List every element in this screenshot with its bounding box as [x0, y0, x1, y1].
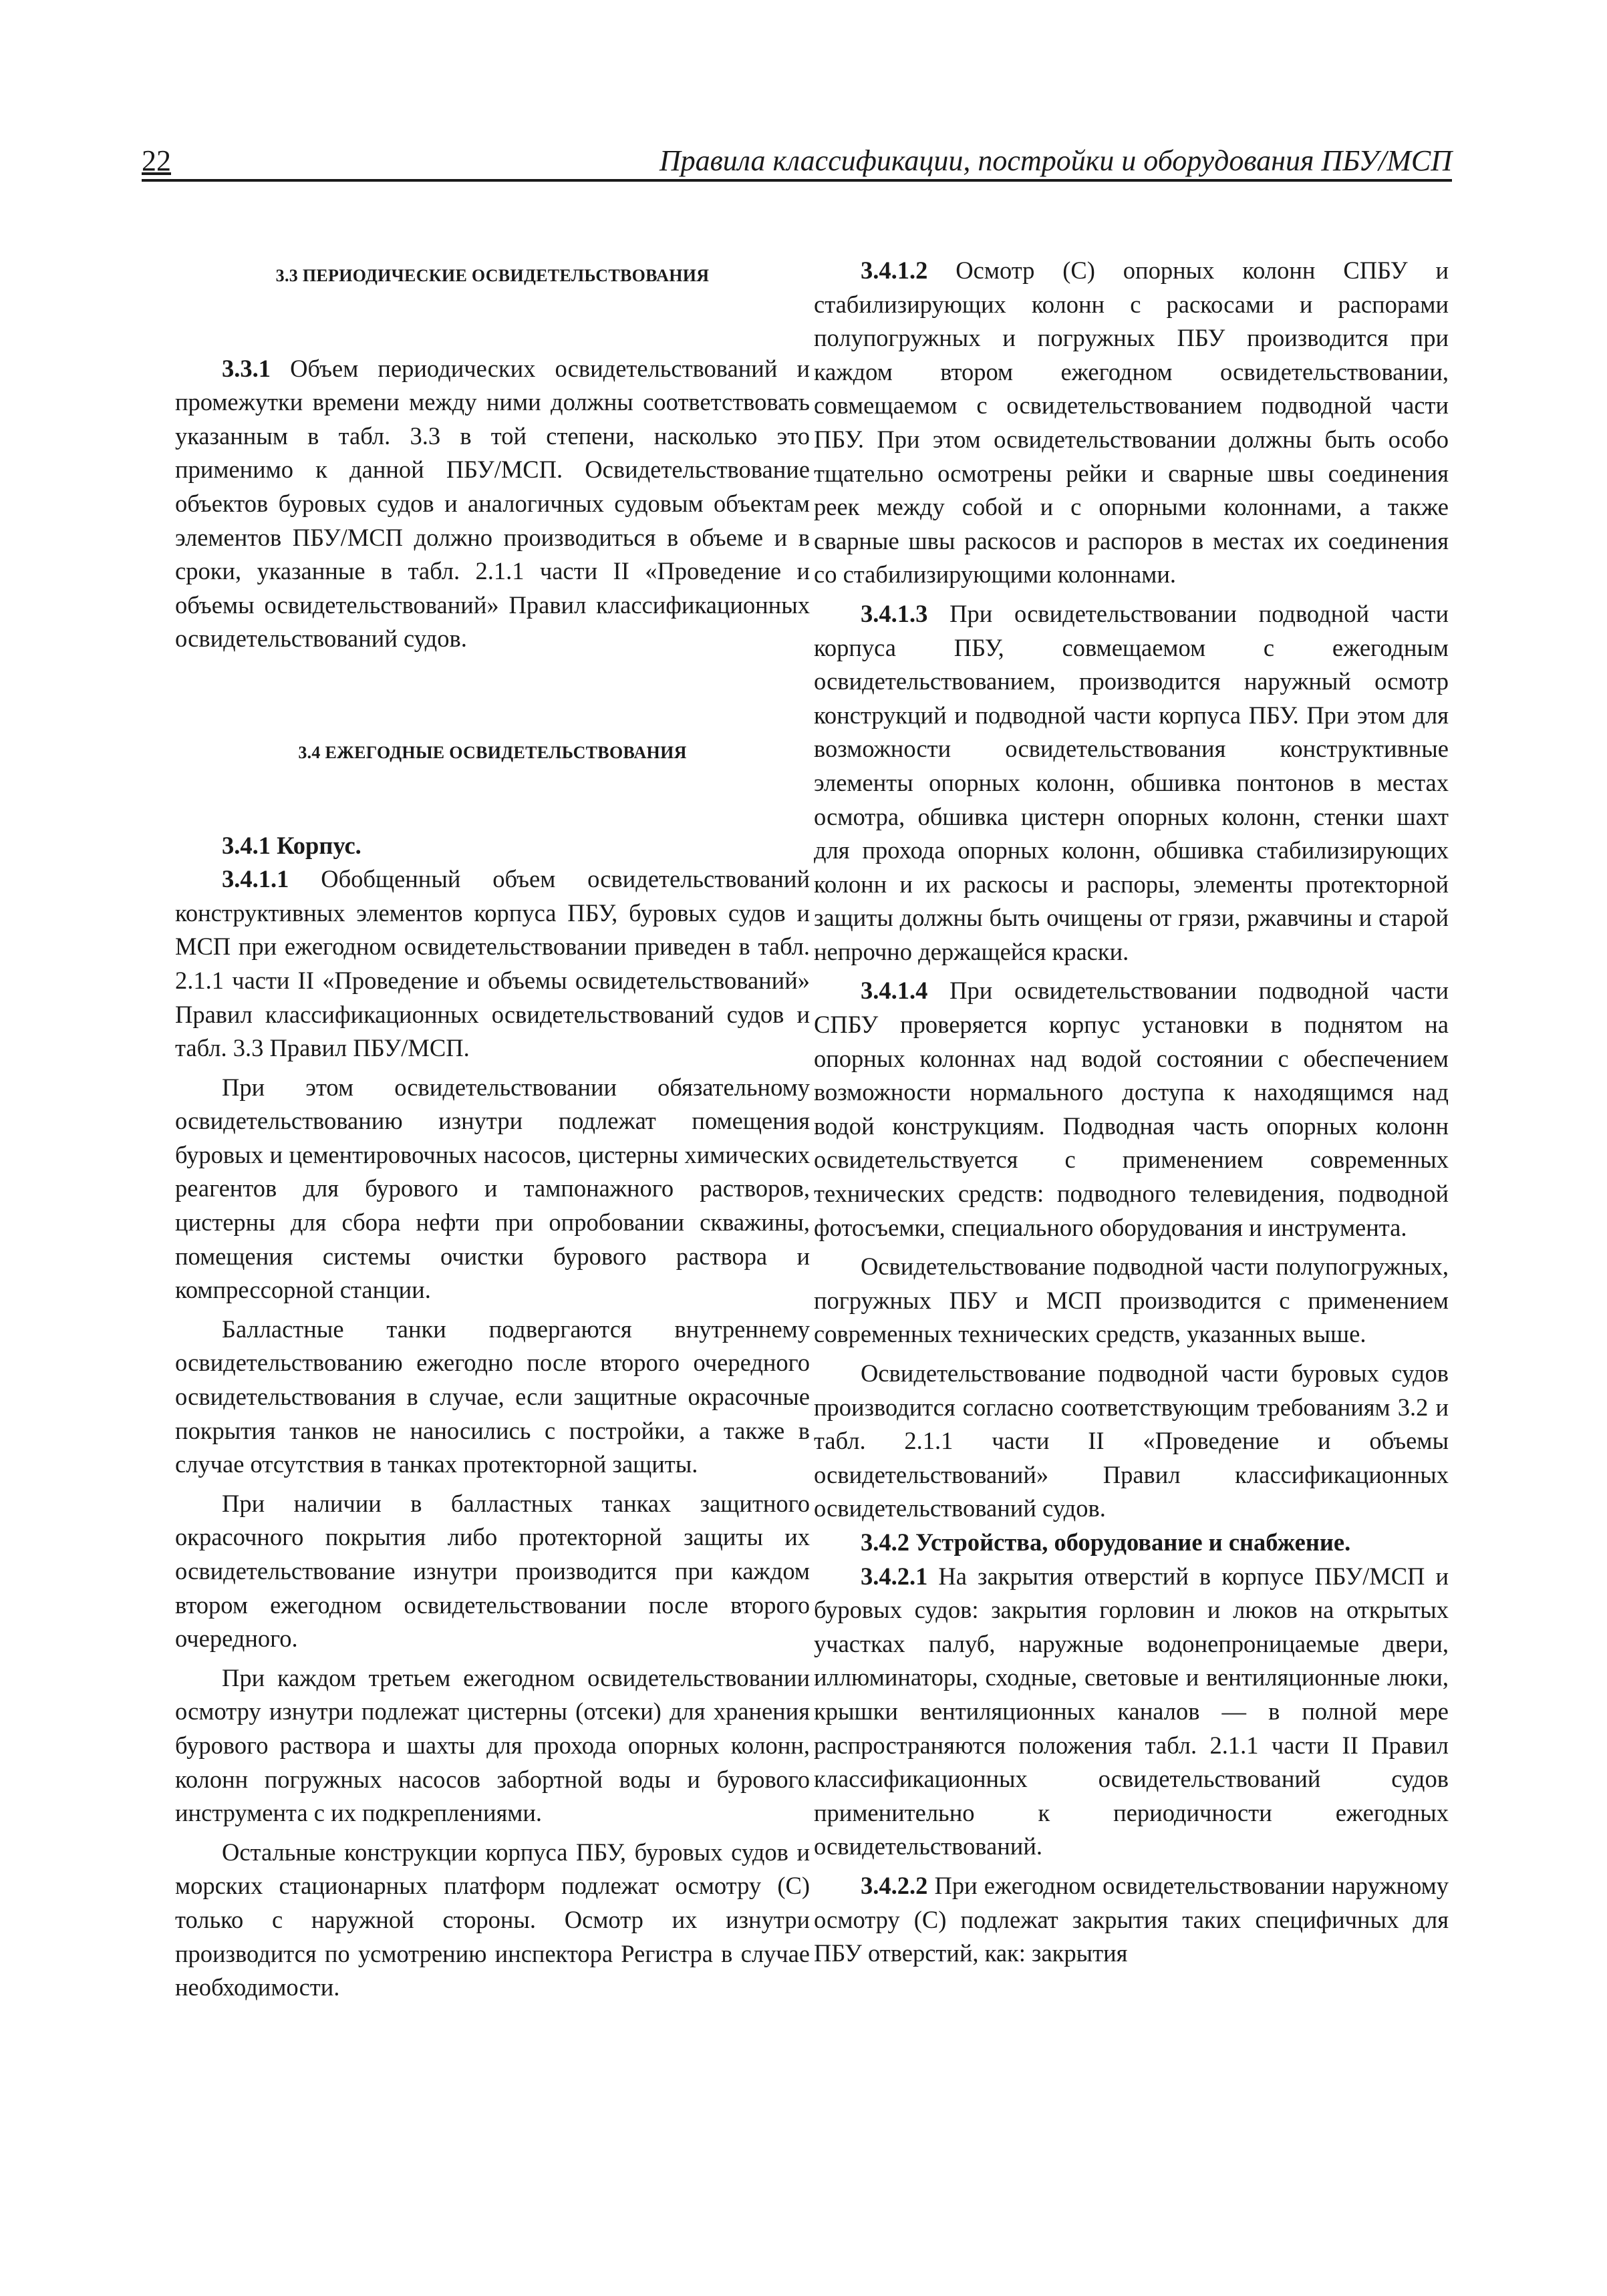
- clause-number: 3.3.1: [222, 354, 271, 382]
- paragraph-drillships: Освидетельствование подводной части буровых судов производится согласно соответствующим требованиям 3.2 и табл. 2.1.1 части II «Проведение и объемы освидетельствований» Правил классификационных освидетельствований судов.: [814, 1359, 1449, 1522]
- clause-number: 3.4.1.3: [861, 599, 928, 627]
- running-title: Правила классификации, постройки и оборудования ПБУ/МСП: [659, 144, 1452, 177]
- paragraph-3-4-1-4: [814, 974, 1449, 1245]
- paragraph-3-3-1: [175, 352, 810, 656]
- paragraph-text: При освидетельствовании подводной части корпуса ПБУ, совмещаемом с ежегодным освидетельствованием, производится наружный осмотр конструкций и подводной части корпуса ПБУ. При этом для возможности освидетельствования конструктивные элементы опорных колонн, обшивка понтонов в местах осмотра, обшивка цистерн опорных колонн, стенки шахт для прохода опорных колонн, обшивка стабилизирующих колонн и их раскосы и распоры, элементы протекторной защиты должны быть очищены от грязи, ржавчины и старой непрочно держащейся краски.: [814, 599, 1449, 965]
- paragraph-text: На закрытия отверстий в корпусе ПБУ/МСП и буровых судов: закрытия горловин и люков на открытых участках палуб, наружные водонепроницаемые двери, иллюминаторы, сходные, световые и вентиляционные люки, крышки вентиляционных каналов — в полной мере распространяются положения табл. 2.1.1 части II Правил классификационных освидетельствований судов применительно к периодичности ежегодных освидетельствований.: [814, 1562, 1449, 1860]
- right-column: [814, 254, 1449, 1971]
- subsection-heading-3-4-2: 3.4.2 Устройства, оборудование и снабжение.: [861, 1528, 1351, 1556]
- paragraph-3-4-1-1: [175, 862, 810, 1065]
- paragraph-ballast-tanks: Балластные танки подвергаются внутреннему освидетельствованию ежегодно после второго очередного освидетельствования в случае, если защитные окрасочные покрытия танков не наносились с постройки, а также в случае отсутствия в танках протекторной защиты.: [175, 1315, 810, 1478]
- paragraph-other-structures: Остальные конструкции корпуса ПБУ, буровых судов и морских стационарных платформ подлежат осмотру (С) только с наружной стороны. Осмотр их изнутри производится по усмотрению инспектора Регистра в случае необходимости.: [175, 1838, 810, 2001]
- clause-number: 3.4.2.2: [861, 1871, 928, 1899]
- clause-number: 3.4.1.2: [861, 257, 928, 284]
- paragraph-3-4-1-3: [814, 597, 1449, 969]
- running-header: [142, 139, 1452, 182]
- section-heading-3-3: 3.3 ПЕРИОДИЧЕСКИЕ ОСВИДЕТЕЛЬСТВОВАНИЯ: [275, 266, 710, 285]
- paragraph-3-4-1-2: [814, 254, 1449, 592]
- paragraph-3-4-2-2: [814, 1869, 1449, 1971]
- page-number: 22: [142, 144, 171, 177]
- paragraph-text: Объем периодических освидетельствований и промежутки времени между ними должны соответствовать указанным в табл. 3.3 в той степени, насколько это применимо к данной ПБУ/МСП. Освидетельствование объектов буровых судов и аналогичных судовым объектам элементов ПБУ/МСП должно производиться в объеме и в сроки, указанные в табл. 2.1.1 части II «Проведение и объемы освидетельствований» Правил классификационных освидетельствований судов.: [175, 354, 811, 653]
- clause-number: 3.4.1.4: [861, 977, 928, 1005]
- paragraph-ballast-coating: При наличии в балластных танках защитного окрасочного покрытия либо протекторной защиты их освидетельствование изнутри производится при каждом втором ежегодном освидетельствовании после второго очередного.: [175, 1489, 810, 1653]
- paragraph-text: При освидетельствовании подводной части СПБУ проверяется корпус установки в поднятом на опорных колоннах над водой состоянии с обеспечением возможности нормального доступа к находящимся над водой конструкциям. Подводная часть опорных колонн освидетельствуется с применением современных технических средств: подводного телевидения, подводной фотосъемки, специального оборудования и инструмента.: [814, 977, 1449, 1241]
- paragraph-third-annual: При каждом третьем ежегодном освидетельствовании осмотру изнутри подлежат цистерны (отсеки) для хранения бурового раствора и шахты для прохода опорных колонн, колонн погружных насосов забортной воды и бурового инструмента с их подкреплениями.: [175, 1663, 810, 1827]
- paragraph-3-4-2-1: [814, 1560, 1449, 1864]
- paragraph-internal-survey: При этом освидетельствовании обязательному освидетельствованию изнутри подлежат помещения буровых и цементировочных насосов, цистерны химических реагентов для бурового и тампонажного растворов, цистерны для сбора нефти при опробовании скважины, помещения системы очистки бурового раствора и компрессорной станции.: [175, 1073, 810, 1304]
- section-heading-3-4: 3.4 ЕЖЕГОДНЫЕ ОСВИДЕТЕЛЬСТВОВАНИЯ: [298, 742, 687, 762]
- clause-number: 3.4.1.1: [222, 865, 289, 893]
- paragraph-text: При ежегодном освидетельствовании наружному осмотру (С) подлежат закрытия таких специфичных для ПБУ отверстий, как: закрытия: [814, 1871, 1449, 1967]
- clause-number: 3.4.2.1: [861, 1562, 928, 1590]
- paragraph-text: Обобщенный объем освидетельствований конструктивных элементов корпуса ПБУ, буровых судов и МСП при ежегодном освидетельствовании приведен в табл. 2.1.1 части II «Проведение и объемы освидетельствований» Правил классификационных освидетельствований судов и табл. 3.3 Правил ПБУ/МСП.: [175, 865, 810, 1062]
- subsection-heading-3-4-1: 3.4.1 Корпус.: [222, 831, 361, 859]
- paragraph-semi-submersible: Освидетельствование подводной части полупогружных, погружных ПБУ и МСП производится с применением современных технических средств, указанных выше.: [814, 1253, 1449, 1348]
- paragraph-text: Осмотр (С) опорных колонн СПБУ и стабилизирующих колонн с раскосами и распорами полупогружных и погружных ПБУ производится при каждом втором ежегодном освидетельствовании, совмещаемом с освидетельствованием подводной части ПБУ. При этом освидетельствовании должны быть особо тщательно осмотрены рейки и сварные швы соединения реек между собой и с опорными колоннами, а также сварные швы раскосов и распоров в местах их соединения со стабилизирующими колоннами.: [814, 257, 1449, 589]
- left-column: [175, 254, 810, 2005]
